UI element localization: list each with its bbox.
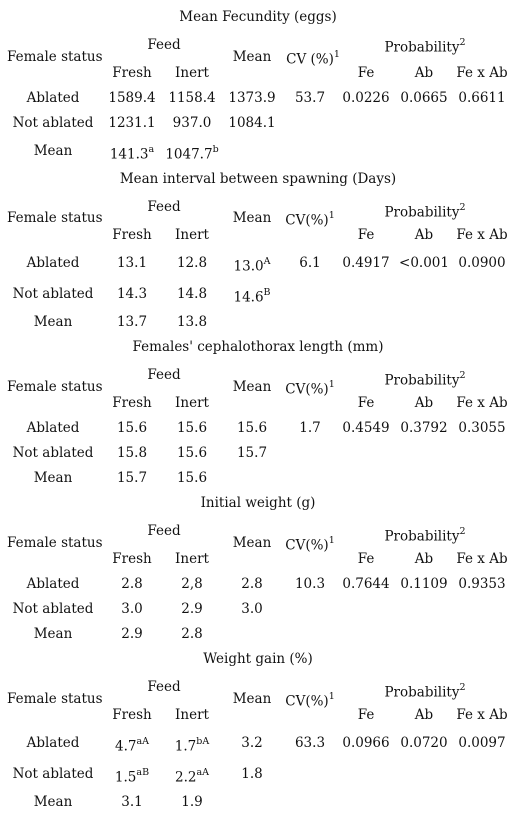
feed-header: Feed	[147, 523, 181, 539]
probability-header: Probability$^2$	[384, 370, 466, 389]
feed-header: Feed	[147, 367, 181, 383]
cell-value: 6.1	[299, 255, 321, 271]
cell-value: 3.0	[241, 601, 263, 617]
cell-value: 2.8	[121, 576, 143, 592]
female-status-header: Female status	[7, 379, 103, 395]
cell-value: 1158.4	[168, 90, 216, 106]
section-title: Initial weight (g)	[200, 495, 316, 511]
cell-value: 14.3	[116, 286, 148, 302]
fexab-header: Fe x Ab	[456, 395, 508, 411]
cell-value: 14.8	[176, 286, 208, 302]
fresh-header: Fresh	[112, 551, 152, 567]
cell-value: 13.8	[176, 314, 208, 330]
cell-value: 15.8	[116, 445, 148, 461]
cell-value: 15.6	[116, 420, 148, 436]
cell-value: $2.2^{aA}$	[174, 767, 210, 786]
cv-header: CV(%)$^1$	[285, 379, 335, 398]
fexab-header: Fe x Ab	[456, 707, 508, 723]
ab-header: Ab	[414, 65, 434, 81]
section-title: Mean interval between spawning (Days)	[119, 171, 397, 187]
row-label-mean: Mean	[33, 143, 73, 159]
inert-header: Inert	[175, 395, 209, 411]
feed-header: Feed	[147, 679, 181, 695]
cell-value: 3.0	[121, 601, 143, 617]
cell-value: 3.2	[241, 735, 263, 751]
cell-value: 0.4549	[342, 420, 390, 436]
row-label-not-ablated: Not ablated	[12, 115, 94, 131]
cell-value: 1373.9	[228, 90, 276, 106]
cv-header: CV(%)$^1$	[285, 691, 335, 710]
cell-value: 0.6611	[458, 90, 506, 106]
ab-header: Ab	[414, 551, 434, 567]
cell-value: 15.6	[236, 420, 268, 436]
female-status-header: Female status	[7, 535, 103, 551]
section-title: Mean Fecundity (eggs)	[179, 9, 337, 25]
cell-value: 0.3792	[400, 420, 448, 436]
cell-value: $4.7^{aA}$	[114, 736, 150, 755]
cell-value: 0.0097	[458, 735, 506, 751]
cell-value: <0.001	[399, 255, 449, 271]
inert-header: Inert	[175, 707, 209, 723]
inert-header: Inert	[175, 227, 209, 243]
fresh-header: Fresh	[112, 707, 152, 723]
row-label-ablated: Ablated	[26, 90, 80, 106]
mean-header: Mean	[232, 535, 272, 551]
cell-value: 1.8	[241, 766, 263, 782]
fe-header: Fe	[357, 707, 375, 723]
fexab-header: Fe x Ab	[456, 65, 508, 81]
cell-value: 0.0900	[458, 255, 506, 271]
cell-value: $1.5^{aB}$	[114, 767, 150, 786]
row-label-not-ablated: Not ablated	[12, 601, 94, 617]
cell-value: 0.0226	[342, 90, 390, 106]
cv-header: CV(%)$^1$	[285, 535, 335, 554]
cell-value: 937.0	[172, 115, 212, 131]
fresh-header: Fresh	[112, 227, 152, 243]
feed-header: Feed	[147, 199, 181, 215]
mean-header: Mean	[232, 691, 272, 707]
cell-value: 15.7	[236, 445, 268, 461]
cv-header: CV (%)$^1$	[286, 49, 340, 68]
cell-value: 0.0966	[342, 735, 390, 751]
fe-header: Fe	[357, 395, 375, 411]
cell-value: 2.9	[121, 626, 143, 642]
cell-value: 1589.4	[108, 90, 156, 106]
section-title: Females' cephalothorax length (mm)	[132, 339, 384, 355]
cell-value: 1.7	[299, 420, 321, 436]
cell-value: 3.1	[121, 794, 143, 810]
ab-header: Ab	[414, 395, 434, 411]
fexab-header: Fe x Ab	[456, 227, 508, 243]
cell-value: 15.6	[176, 445, 208, 461]
cell-value: 1047.7$^b$	[165, 144, 219, 163]
fresh-header: Fresh	[112, 65, 152, 81]
cell-value: $1.7^{bA}$	[174, 736, 210, 755]
cell-value: 15.7	[116, 470, 148, 486]
cell-value: $13.0^A$	[233, 256, 271, 275]
fe-header: Fe	[357, 227, 375, 243]
mean-header: Mean	[232, 49, 272, 65]
cell-value: 0.0720	[400, 735, 448, 751]
fe-header: Fe	[357, 65, 375, 81]
cell-value: 0.7644	[342, 576, 390, 592]
row-label-ablated: Ablated	[26, 576, 80, 592]
cell-value: 1.9	[181, 794, 203, 810]
cell-value: 0.4917	[342, 255, 390, 271]
cell-value: 0.1109	[400, 576, 448, 592]
probability-header: Probability$^2$	[384, 526, 466, 545]
cell-value: 141.3$^a$	[109, 144, 155, 163]
inert-header: Inert	[175, 551, 209, 567]
row-label-mean: Mean	[33, 314, 73, 330]
cell-value: 0.3055	[458, 420, 506, 436]
row-label-ablated: Ablated	[26, 735, 80, 751]
cell-value: 15.6	[176, 470, 208, 486]
probability-header: Probability$^2$	[384, 202, 466, 221]
female-status-header: Female status	[7, 49, 103, 65]
section-title: Weight gain (%)	[203, 651, 313, 667]
feed-header: Feed	[147, 37, 181, 53]
fexab-header: Fe x Ab	[456, 551, 508, 567]
row-label-not-ablated: Not ablated	[12, 445, 94, 461]
female-status-header: Female status	[7, 210, 103, 226]
cell-value: 2.9	[181, 601, 203, 617]
row-label-ablated: Ablated	[26, 420, 80, 436]
mean-header: Mean	[232, 210, 272, 226]
probability-header: Probability$^2$	[384, 37, 466, 56]
inert-header: Inert	[175, 65, 209, 81]
row-label-mean: Mean	[33, 470, 73, 486]
mean-header: Mean	[232, 379, 272, 395]
row-label-not-ablated: Not ablated	[12, 766, 94, 782]
cell-value: 53.7	[294, 90, 326, 106]
ab-header: Ab	[414, 227, 434, 243]
fe-header: Fe	[357, 551, 375, 567]
cell-value: 1084.1	[228, 115, 276, 131]
row-label-not-ablated: Not ablated	[12, 286, 94, 302]
cv-header: CV(%)$^1$	[285, 210, 335, 229]
cell-value: 0.9353	[458, 576, 506, 592]
row-label-mean: Mean	[33, 626, 73, 642]
cell-value: 2,8	[181, 576, 203, 592]
cell-value: 13.1	[116, 255, 148, 271]
fresh-header: Fresh	[112, 395, 152, 411]
cell-value: 2.8	[181, 626, 203, 642]
cell-value: $14.6^B$	[233, 287, 271, 306]
cell-value: 13.7	[116, 314, 148, 330]
cell-value: 15.6	[176, 420, 208, 436]
female-status-header: Female status	[7, 691, 103, 707]
probability-header: Probability$^2$	[384, 682, 466, 701]
cell-value: 63.3	[294, 735, 326, 751]
cell-value: 10.3	[294, 576, 326, 592]
row-label-ablated: Ablated	[26, 255, 80, 271]
cell-value: 2.8	[241, 576, 263, 592]
cell-value: 1231.1	[108, 115, 156, 131]
cell-value: 0.0665	[400, 90, 448, 106]
ab-header: Ab	[414, 707, 434, 723]
cell-value: 12.8	[176, 255, 208, 271]
row-label-mean: Mean	[33, 794, 73, 810]
